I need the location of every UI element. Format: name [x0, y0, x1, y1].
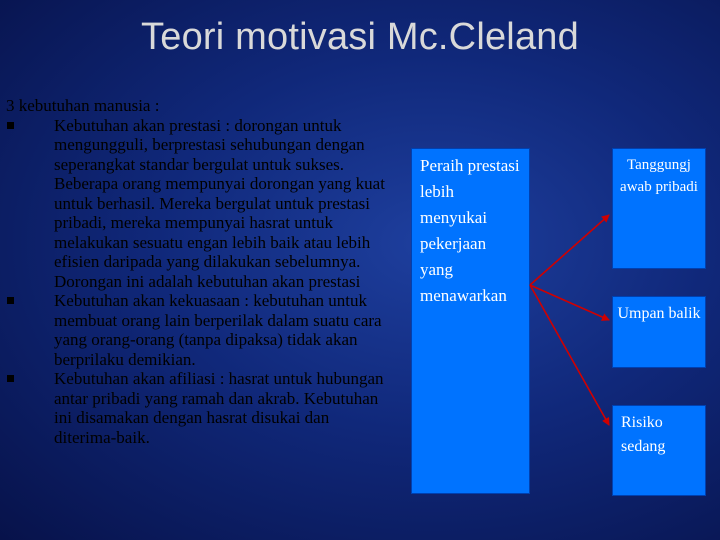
diagram-source-box: Peraih prestasi lebih menyukai pekerjaan yang menawarkan — [411, 148, 530, 494]
slide-title: Teori motivasi Mc.Cleland — [141, 16, 579, 58]
arrow-to-feedback — [530, 285, 609, 320]
bullet-text: Kebutuhan akan prestasi : dorongan untuk mengungguli, berprestasi sehubungan dengan seperangkat standar bergulat untuk sukses. Beberapa orang mempunyai dorongan yang kuat untuk berhasil. Mereka bergulat untuk prestasi pribadi, mereka mempunyai hasrat untuk melakukan sesuatu engan lebih baik atau lebih efisien daripada yang dilakukan sebelumnya. Dorongan ini adalah kebutuhan akan prestasi — [54, 115, 385, 291]
diagram-target-risk: Risiko sedang — [612, 405, 706, 496]
diagram-target-responsibility: Tanggungj awab pribadi — [612, 148, 706, 269]
arrow-to-responsibility — [530, 215, 609, 285]
intro-text: 3 kebutuhan manusia : — [6, 96, 160, 115]
diagram-target-feedback: Umpan balik — [612, 296, 706, 368]
bullet-text: Kebutuhan akan afiliasi : hasrat untuk hubungan antar pribadi yang ramah dan akrab. Kebutuhan ini disamakan dengan hasrat disukai dan diterima-baik. — [54, 369, 384, 447]
arrow-to-risk — [530, 285, 609, 425]
bullet-text: Kebutuhan akan kekuasaan : kebutuhan untuk membuat orang lain berperilak dalam suatu cara yang orang-orang (tanpa dipaksa) tidak akan berprilaku demikian. — [54, 291, 382, 369]
